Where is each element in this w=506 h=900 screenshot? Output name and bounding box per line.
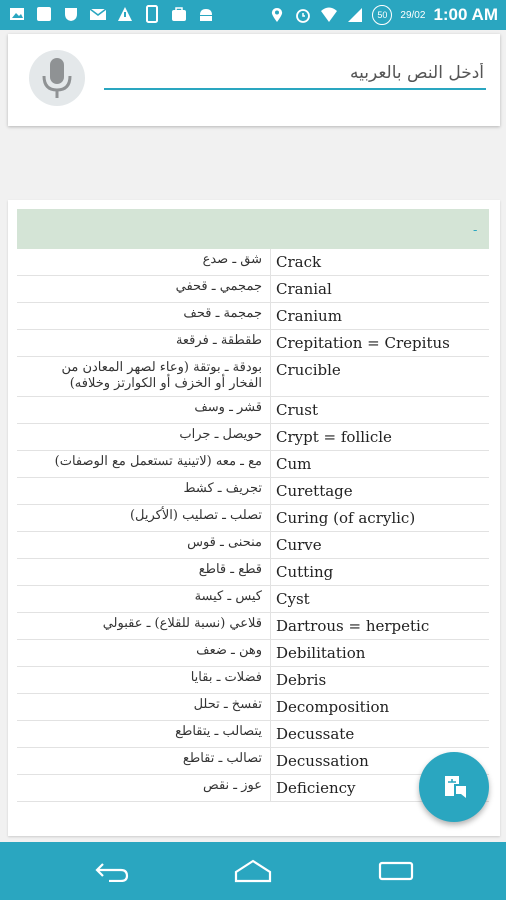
arabic-meaning: حويصل ـ جراب	[17, 424, 271, 450]
mic-button[interactable]	[29, 50, 85, 106]
english-term: Cyst	[276, 590, 310, 608]
arabic-meaning: يتصالب ـ يتقاطع	[17, 721, 271, 747]
notification-icons	[8, 5, 215, 23]
table-row[interactable]	[17, 613, 489, 640]
english-term: Curve	[276, 536, 322, 554]
dictionary-table	[8, 200, 500, 836]
signal-icon	[346, 6, 364, 24]
arabic-meaning: كيس ـ كيسة	[17, 586, 271, 612]
english-term: Crust	[276, 401, 319, 419]
table-row[interactable]	[17, 586, 489, 613]
recents-button[interactable]	[376, 856, 416, 886]
table-row[interactable]	[17, 249, 489, 276]
arabic-meaning: وهن ـ ضعف	[17, 640, 271, 666]
search-card	[8, 34, 500, 126]
header-mark: -	[473, 223, 478, 238]
location-icon	[268, 6, 286, 24]
arabic-meaning: تصالب ـ تقاطع	[17, 748, 271, 774]
table-row[interactable]	[17, 397, 489, 424]
english-term: Cum	[276, 455, 312, 473]
table-row[interactable]	[17, 478, 489, 505]
wifi-icon	[320, 6, 338, 24]
arabic-meaning: فضلات ـ بقايا	[17, 667, 271, 693]
english-term: Crepitation = Crepitus	[276, 334, 450, 352]
translate-icon	[439, 772, 469, 802]
english-term: Crypt = follicle	[276, 428, 392, 446]
english-term: Decussate	[276, 725, 355, 743]
arabic-meaning: منحنى ـ قوس	[17, 532, 271, 558]
table-row[interactable]	[17, 505, 489, 532]
english-term: Cranial	[276, 280, 332, 298]
square-icon	[35, 5, 53, 23]
english-term: Debilitation	[276, 644, 366, 662]
arabic-meaning: قلاعي (نسبة للقلاع) ـ عقبولي	[17, 613, 271, 639]
system-status	[268, 5, 498, 25]
table-row[interactable]	[17, 640, 489, 667]
back-icon	[93, 860, 129, 882]
status-bar	[0, 0, 506, 30]
arabic-meaning: مع ـ معه (لاتينية تستعمل مع الوصفات)	[17, 451, 271, 477]
arabic-meaning: تصلب ـ تصليب (الأكريل)	[17, 505, 271, 531]
microphone-icon	[29, 50, 85, 106]
english-term: Deficiency	[276, 779, 356, 797]
status-badge: 50	[372, 5, 392, 25]
arabic-meaning: قشر ـ وسف	[17, 397, 271, 423]
table-row[interactable]	[17, 694, 489, 721]
arabic-meaning: تفسخ ـ تحلل	[17, 694, 271, 720]
english-term: Cutting	[276, 563, 334, 581]
english-term: Decussation	[276, 752, 369, 770]
image-icon	[8, 5, 26, 23]
table-row[interactable]	[17, 424, 489, 451]
android-icon	[197, 5, 215, 23]
status-date: 29/02	[400, 9, 426, 21]
table-rows	[17, 249, 489, 802]
table-row[interactable]	[17, 276, 489, 303]
shield-icon	[62, 5, 80, 23]
arabic-meaning: بودقة ـ بوتقة (وعاء لصهر المعادن من الفخار أو الخزف أو الكوارتز وخلافه)	[17, 357, 271, 396]
table-row[interactable]	[17, 667, 489, 694]
arabic-meaning: قطع ـ قاطع	[17, 559, 271, 585]
table-row[interactable]	[17, 451, 489, 478]
table-row[interactable]	[17, 748, 489, 775]
back-button[interactable]	[91, 856, 131, 886]
english-term: Crucible	[276, 361, 341, 379]
english-term: Cranium	[276, 307, 342, 325]
bag-icon	[170, 5, 188, 23]
arabic-meaning: تجريف ـ كشط	[17, 478, 271, 504]
table-row[interactable]	[17, 330, 489, 357]
home-icon	[233, 858, 273, 884]
mail-icon	[89, 5, 107, 23]
arabic-meaning: جمجمة ـ قحف	[17, 303, 271, 329]
english-term: Curing (of acrylic)	[276, 509, 416, 527]
arabic-meaning: عوز ـ نقص	[17, 775, 271, 801]
home-button[interactable]	[233, 856, 273, 886]
table-row[interactable]	[17, 357, 489, 397]
table-row[interactable]	[17, 303, 489, 330]
alert-icon	[116, 5, 134, 23]
english-term: Dartrous = herpetic	[276, 617, 430, 635]
english-term: Crack	[276, 253, 322, 271]
arabic-meaning: شق ـ صدع	[17, 249, 271, 275]
phone-icon	[143, 5, 161, 23]
table-header	[17, 209, 489, 249]
english-term: Decomposition	[276, 698, 390, 716]
table-row[interactable]	[17, 532, 489, 559]
arabic-meaning: جمجمي ـ قحفي	[17, 276, 271, 302]
recents-icon	[378, 859, 414, 883]
alarm-icon	[294, 6, 312, 24]
english-term: Curettage	[276, 482, 353, 500]
status-time: 1:00 AM	[433, 5, 498, 24]
translate-fab[interactable]	[419, 752, 489, 822]
table-row[interactable]	[17, 721, 489, 748]
arabic-meaning: طقطقة ـ فرقعة	[17, 330, 271, 356]
english-term: Debris	[276, 671, 327, 689]
table-row[interactable]	[17, 559, 489, 586]
search-input[interactable]	[104, 58, 486, 90]
navigation-bar	[0, 842, 506, 900]
